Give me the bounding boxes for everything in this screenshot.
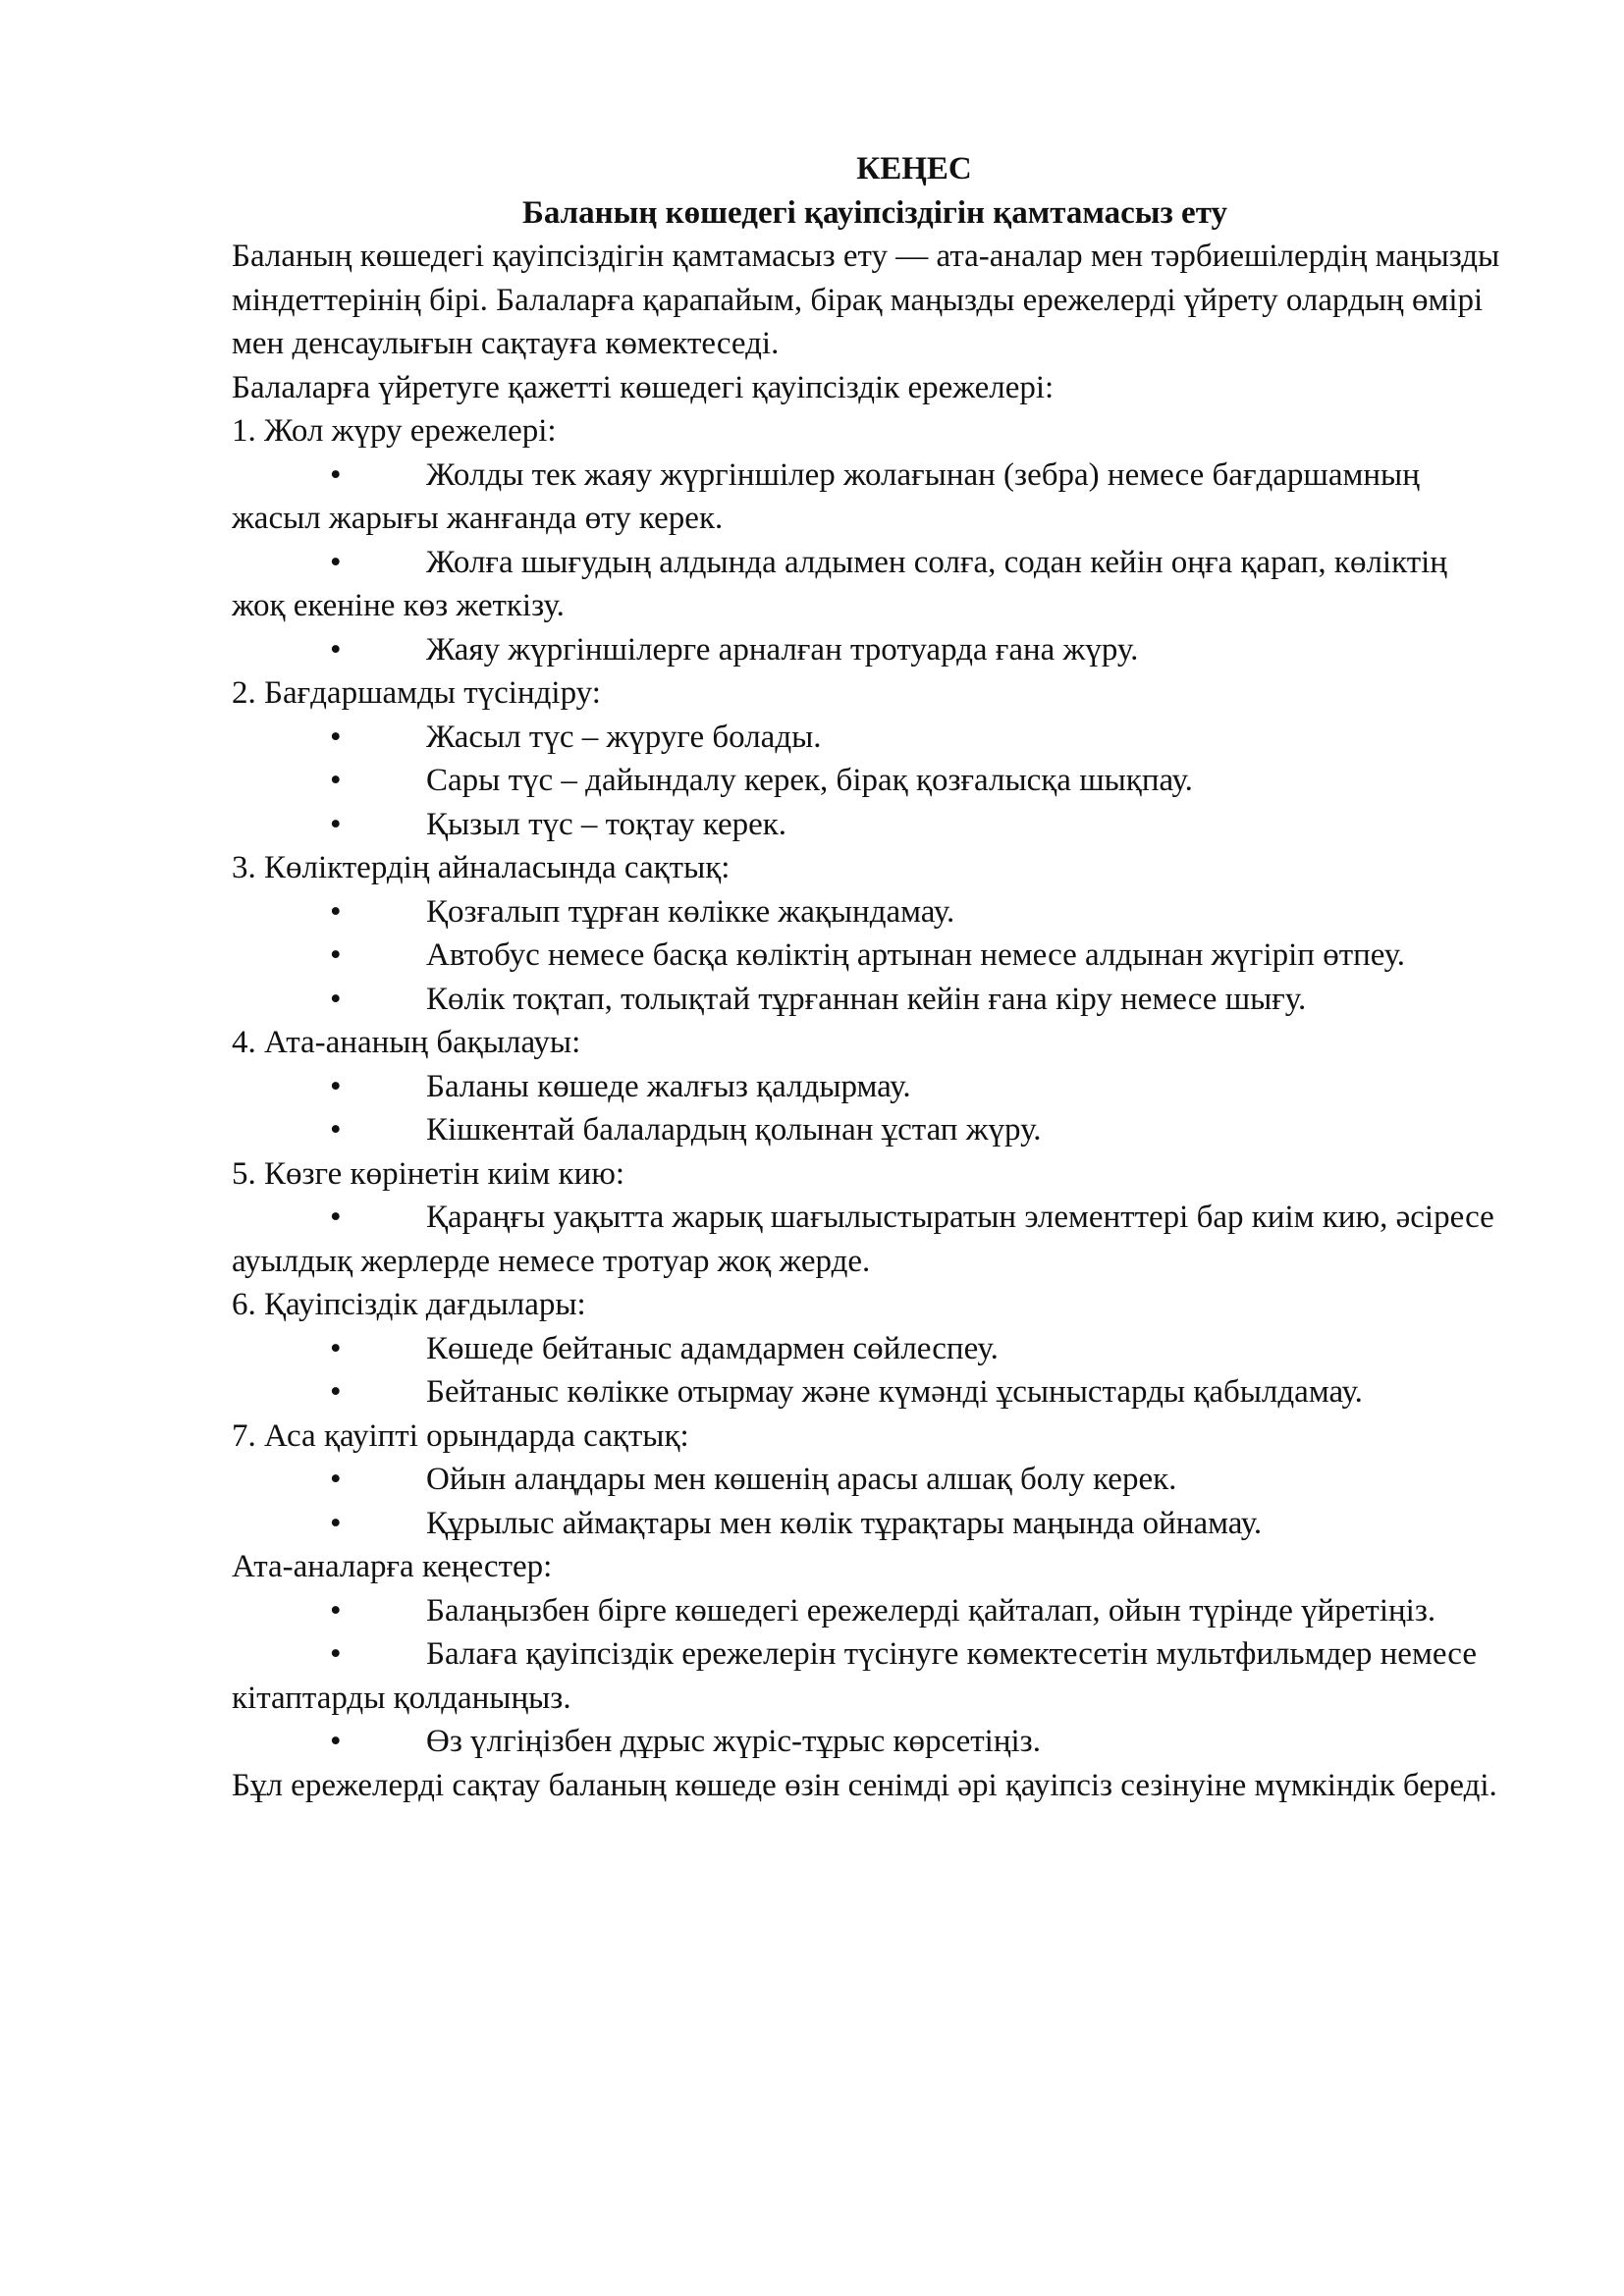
section-heading-6: 6. Қауіпсіздік дағдылары: — [232, 1287, 586, 1322]
list-item — [232, 454, 1508, 541]
section-heading-1: 1. Жол жүру ережелері: — [232, 413, 557, 449]
list-item-text: Көлік тоқтап, толықтай тұрғаннан кейін ғана кіру немесе шығу. — [426, 981, 1307, 1017]
list-item — [232, 628, 1508, 672]
bullet-icon: • — [330, 806, 342, 842]
list-item-text: Балаңызбен бірге көшедегі ережелерді қайталап, ойын түрінде үйретіңіз. — [426, 1592, 1436, 1629]
bullet-icon: • — [330, 456, 342, 493]
list-item-text: Автобус немесе басқа көліктің артынан немесе алдынан жүгіріп өтпеу. — [426, 937, 1406, 973]
advice-heading: Ата-аналарға кеңестер: — [232, 1549, 553, 1584]
document-title: КЕҢЕС — [856, 151, 972, 187]
list-item — [232, 1632, 1508, 1720]
bullet-icon: • — [330, 1462, 342, 1497]
list-item-text: Бейтаныс көлікке отырмау және күмәнді ұсыныстарды қабылдамау. — [426, 1374, 1363, 1410]
bullet-icon: • — [330, 1068, 342, 1104]
bullet-icon: • — [330, 1200, 342, 1235]
section-heading-5: 5. Көзге көрінетін киім кию: — [232, 1155, 625, 1192]
bullet-icon: • — [330, 1505, 342, 1541]
bullet-icon: • — [330, 763, 342, 798]
rules-heading: Балаларға үйретуге қажетті көшедегі қауіпсіздік ережелері: — [232, 369, 1055, 405]
list-item-text: Жолды тек жаяу жүргіншілер жолағынан (зебра) немесе бағдаршамның жасыл жарығы жанғанда өту керек. — [232, 456, 1420, 536]
list-item-text: Құрылыс аймақтары мен көлік тұрақтары маңында ойнамау. — [426, 1505, 1263, 1541]
list-item-text: Қозғалып тұрған көлікке жақындамау. — [426, 893, 955, 930]
list-item-text: Сары түс – дайындалу керек, бірақ қозғалысқа шықпау. — [426, 763, 1193, 798]
list-item-text: Ойын алаңдары мен көшенің арасы алшақ болу керек. — [426, 1462, 1177, 1497]
list-item — [232, 934, 1508, 978]
list-item — [232, 1720, 1508, 1764]
list-item — [232, 1370, 1508, 1415]
list-item-text: Өз үлгіңізбен дұрыс жүріс-тұрыс көрсетіңіз. — [426, 1724, 1041, 1759]
section-heading-4: 4. Ата-ананың бақылауы: — [232, 1025, 581, 1060]
bullet-icon: • — [330, 981, 342, 1017]
bullet-icon: • — [330, 1724, 342, 1759]
document-subtitle: Баланың көшедегі қауіпсіздігін қамтамасыз ету — [522, 194, 1227, 231]
list-item-text: Көшеде бейтаныс адамдармен сөйлеспеу. — [426, 1330, 999, 1366]
list-item-text: Кішкентай балалардың қолынан ұстап жүру. — [426, 1112, 1042, 1148]
list-item-text: Жаяу жүргіншілерге арналған тротуарда ғана жүру. — [426, 631, 1139, 667]
bullet-icon: • — [330, 544, 342, 580]
list-item — [232, 1458, 1508, 1502]
list-item — [232, 1502, 1508, 1546]
list-item — [232, 803, 1508, 847]
conclusion-paragraph: Бұл ережелерді сақтау баланың көшеде өзін сенімді әрі қауіпсіз сезінуіне мүмкіндік береді. — [232, 1767, 1497, 1803]
list-item — [232, 890, 1508, 934]
list-item — [232, 1327, 1508, 1371]
section-heading-2: 2. Бағдаршамды түсіндіру: — [232, 675, 601, 711]
list-item — [232, 978, 1508, 1022]
list-item — [232, 716, 1508, 760]
list-item — [232, 1108, 1508, 1152]
bullet-icon: • — [330, 631, 342, 667]
bullet-icon: • — [330, 1636, 342, 1672]
list-item-text: Жасыл түс – жүруге болады. — [426, 719, 822, 755]
document-page — [232, 147, 1508, 1807]
list-item — [232, 541, 1508, 628]
bullet-icon: • — [330, 719, 342, 755]
section-heading-7: 7. Аса қауіпті орындарда сақтық: — [232, 1417, 689, 1454]
list-item — [232, 759, 1508, 803]
bullet-icon: • — [330, 937, 342, 973]
bullet-icon: • — [330, 1330, 342, 1366]
list-item — [232, 1065, 1508, 1109]
list-item — [232, 1196, 1508, 1283]
list-item-text: Қараңғы уақытта жарық шағылыстыратын элементтері бар киім кию, әсіресе ауылдық жерлерде немесе тротуар жоқ жерде. — [232, 1200, 1494, 1279]
section-heading-3: 3. Көліктердің айналасында сақтық: — [232, 850, 731, 885]
list-item-text: Қызыл түс – тоқтау керек. — [426, 806, 787, 842]
list-item-text: Баланы көшеде жалғыз қалдырмау. — [426, 1068, 911, 1104]
bullet-icon: • — [330, 1592, 342, 1629]
list-item — [232, 1589, 1508, 1633]
intro-paragraph: Баланың көшедегі қауіпсіздігін қамтамасыз ету — ата-аналар мен тәрбиешілердің маңызды міндеттерінің бірі. Балаларға қарапайым, бірақ маңызды ережелерді үйрету олардың өмірі мен денсаулығын сақтауға көмектеседі. — [232, 239, 1500, 361]
bullet-icon: • — [330, 1374, 342, 1410]
list-item-text: Балаға қауіпсіздік ережелерін түсінуге көмектесетін мультфильмдер немесе кітаптарды қолданыңыз. — [232, 1636, 1478, 1716]
bullet-icon: • — [330, 1112, 342, 1148]
list-item-text: Жолға шығудың алдында алдымен солға, содан кейін оңға қарап, көліктің жоқ екеніне көз жеткізу. — [232, 544, 1447, 623]
bullet-icon: • — [330, 893, 342, 930]
